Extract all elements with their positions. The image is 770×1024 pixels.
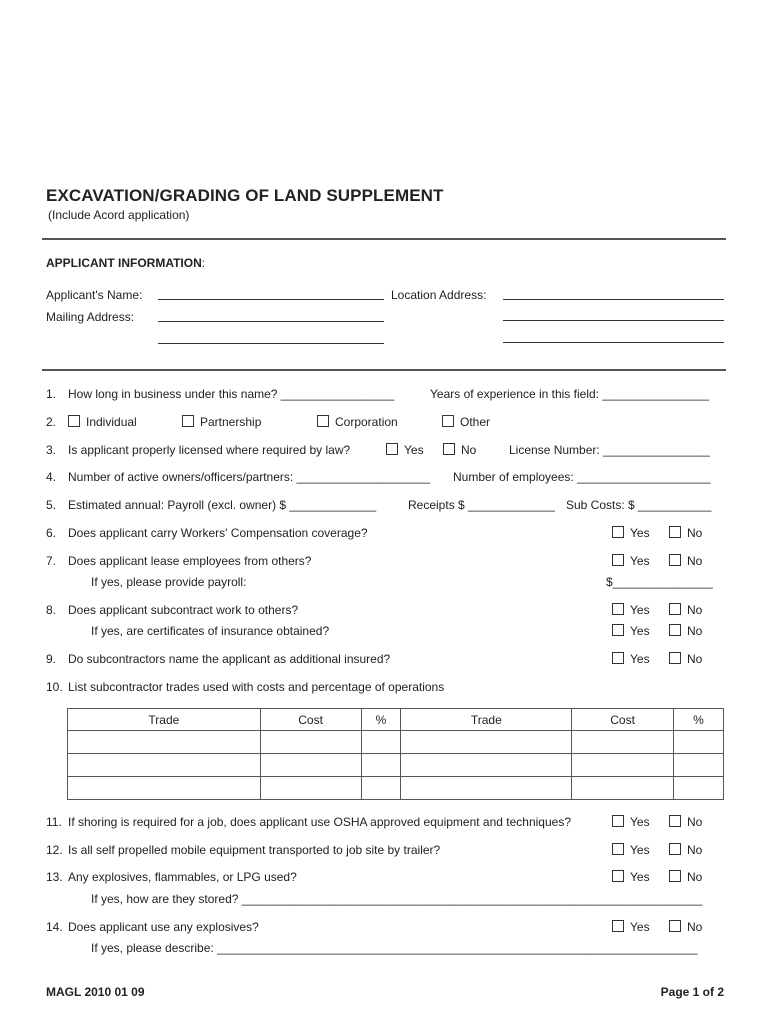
table-cell[interactable] (674, 777, 724, 800)
table-cell[interactable] (401, 777, 572, 800)
table-cell[interactable] (68, 731, 261, 754)
table-cell[interactable] (674, 731, 724, 754)
explosives-description-field[interactable]: If yes, please describe: ________________________________________________________________________ (91, 941, 698, 955)
q11-no[interactable]: No (669, 815, 702, 829)
section-heading: APPLICANT INFORMATION: (46, 256, 206, 270)
checkbox-icon (443, 443, 455, 455)
question-7: 7. Does applicant lease employees from others? (46, 554, 312, 568)
page-number: Page 1 of 2 (660, 985, 724, 999)
q9-no[interactable]: No (669, 652, 702, 666)
q9-yes[interactable]: Yes (612, 652, 650, 666)
checkbox-icon (612, 624, 624, 636)
form-title: EXCAVATION/GRADING OF LAND SUPPLEMENT (46, 186, 444, 205)
mailing-address-label: Mailing Address: (46, 310, 135, 324)
question-13: 13. Any explosives, flammables, or LPG used? (46, 870, 297, 884)
question-8: 8. Does applicant subcontract work to others? (46, 603, 299, 617)
checkbox-icon (669, 920, 681, 932)
payroll-field[interactable]: $_______________ (606, 575, 713, 589)
table-cell[interactable] (674, 754, 724, 777)
q7-yes[interactable]: Yes (612, 554, 650, 568)
subcontractor-trades-table (67, 708, 724, 800)
checkbox-icon (612, 526, 624, 538)
checkbox-icon (612, 603, 624, 615)
table-cell[interactable] (260, 777, 361, 800)
question-9: 9. Do subcontractors name the applicant as additional insured? (46, 652, 391, 666)
header-cost-2: Cost (572, 709, 674, 731)
q14-yes[interactable]: Yes (612, 920, 650, 934)
q3-no[interactable]: No (443, 443, 476, 457)
number-of-employees[interactable]: Number of employees: ____________________ (453, 470, 711, 484)
years-experience[interactable]: Years of experience in this field: ________________ (430, 387, 710, 401)
checkbox-icon (669, 603, 681, 615)
checkbox-icon (612, 843, 624, 855)
q12-yes[interactable]: Yes (612, 843, 650, 857)
q8-sub-yes[interactable]: Yes (612, 624, 650, 638)
q14-no[interactable]: No (669, 920, 702, 934)
form-code: MAGL 2010 01 09 (46, 985, 145, 999)
question-8-sub: If yes, are certificates of insurance obtained? (91, 624, 330, 638)
question-6: 6. Does applicant carry Workers' Compensation coverage? (46, 526, 368, 540)
location-address-field-2[interactable] (503, 320, 724, 321)
checkbox-icon (612, 815, 624, 827)
table-cell[interactable] (68, 777, 261, 800)
table-cell[interactable] (68, 754, 261, 777)
location-address-field-1[interactable] (503, 299, 724, 300)
table-cell[interactable] (361, 731, 401, 754)
q12-no[interactable]: No (669, 843, 702, 857)
location-address-label: Location Address: (391, 288, 487, 302)
question-5: 5. Estimated annual: Payroll (excl. owner) $ _____________ (46, 498, 377, 512)
question-10: 10. List subcontractor trades used with costs and percentage of operations (46, 680, 445, 694)
table-row (68, 731, 724, 754)
checkbox-icon (386, 443, 398, 455)
checkbox-icon (669, 652, 681, 664)
receipts-field[interactable]: Receipts $ _____________ (408, 498, 555, 512)
checkbox-partnership[interactable]: Partnership (182, 415, 261, 429)
checkbox-icon (612, 652, 624, 664)
table-cell[interactable] (401, 731, 572, 754)
table-cell[interactable] (361, 754, 401, 777)
checkbox-icon (669, 870, 681, 882)
question-1: 1. How long in business under this name? _________________ (46, 387, 395, 401)
table-cell[interactable] (572, 754, 674, 777)
checkbox-icon (68, 415, 80, 427)
question-14: 14. Does applicant use any explosives? (46, 920, 259, 934)
checkbox-icon (669, 526, 681, 538)
checkbox-icon (669, 815, 681, 827)
table-cell[interactable] (260, 754, 361, 777)
checkbox-icon (182, 415, 194, 427)
checkbox-icon (612, 870, 624, 882)
table-cell[interactable] (260, 731, 361, 754)
question-11: 11. If shoring is required for a job, does applicant use OSHA approved equipment and techniques? (46, 815, 571, 829)
top-divider (42, 238, 726, 240)
checkbox-icon (317, 415, 329, 427)
checkbox-icon (442, 415, 454, 427)
question-3: 3. Is applicant properly licensed where required by law? (46, 443, 351, 457)
checkbox-icon (612, 554, 624, 566)
q11-yes[interactable]: Yes (612, 815, 650, 829)
checkbox-icon (669, 624, 681, 636)
applicant-name-field[interactable] (158, 299, 384, 300)
q8-sub-no[interactable]: No (669, 624, 702, 638)
table-row (68, 777, 724, 800)
checkbox-individual[interactable]: Individual (68, 415, 137, 429)
location-address-field-3[interactable] (503, 342, 724, 343)
question-12: 12. Is all self propelled mobile equipment transported to job site by trailer? (46, 843, 441, 857)
form-subtitle: (Include Acord application) (48, 208, 190, 222)
q7-no[interactable]: No (669, 554, 702, 568)
question-4: 4. Number of active owners/officers/partners: ____________________ (46, 470, 431, 484)
storage-description-field[interactable]: If yes, how are they stored? _____________________________________________________________________ (91, 892, 703, 906)
mid-divider (42, 369, 726, 371)
q13-yes[interactable]: Yes (612, 870, 650, 884)
question-2-number: 2. (46, 415, 57, 429)
q8-no[interactable]: No (669, 603, 702, 617)
q6-yes[interactable]: Yes (612, 526, 650, 540)
header-percent-1: % (361, 709, 401, 731)
question-7-sub: If yes, please provide payroll: (91, 575, 247, 589)
header-cost-1: Cost (260, 709, 361, 731)
checkbox-icon (669, 554, 681, 566)
header-trade-1: Trade (68, 709, 261, 731)
checkbox-corporation[interactable]: Corporation (317, 415, 398, 429)
table-row (68, 754, 724, 777)
license-number[interactable]: License Number: ________________ (509, 443, 710, 457)
header-percent-2: % (674, 709, 724, 731)
table-cell[interactable] (361, 777, 401, 800)
q8-yes[interactable]: Yes (612, 603, 650, 617)
mailing-address-field-2[interactable] (158, 343, 384, 344)
table-cell[interactable] (401, 754, 572, 777)
table-cell[interactable] (572, 731, 674, 754)
checkbox-icon (669, 843, 681, 855)
sub-costs-field[interactable]: Sub Costs: $ ___________ (566, 498, 712, 512)
q13-no[interactable]: No (669, 870, 702, 884)
table-cell[interactable] (572, 777, 674, 800)
header-trade-2: Trade (401, 709, 572, 731)
checkbox-icon (612, 920, 624, 932)
mailing-address-field-1[interactable] (158, 321, 384, 322)
q6-no[interactable]: No (669, 526, 702, 540)
applicant-name-label: Applicant's Name: (46, 288, 143, 302)
checkbox-other[interactable]: Other (442, 415, 490, 429)
q3-yes[interactable]: Yes (386, 443, 424, 457)
